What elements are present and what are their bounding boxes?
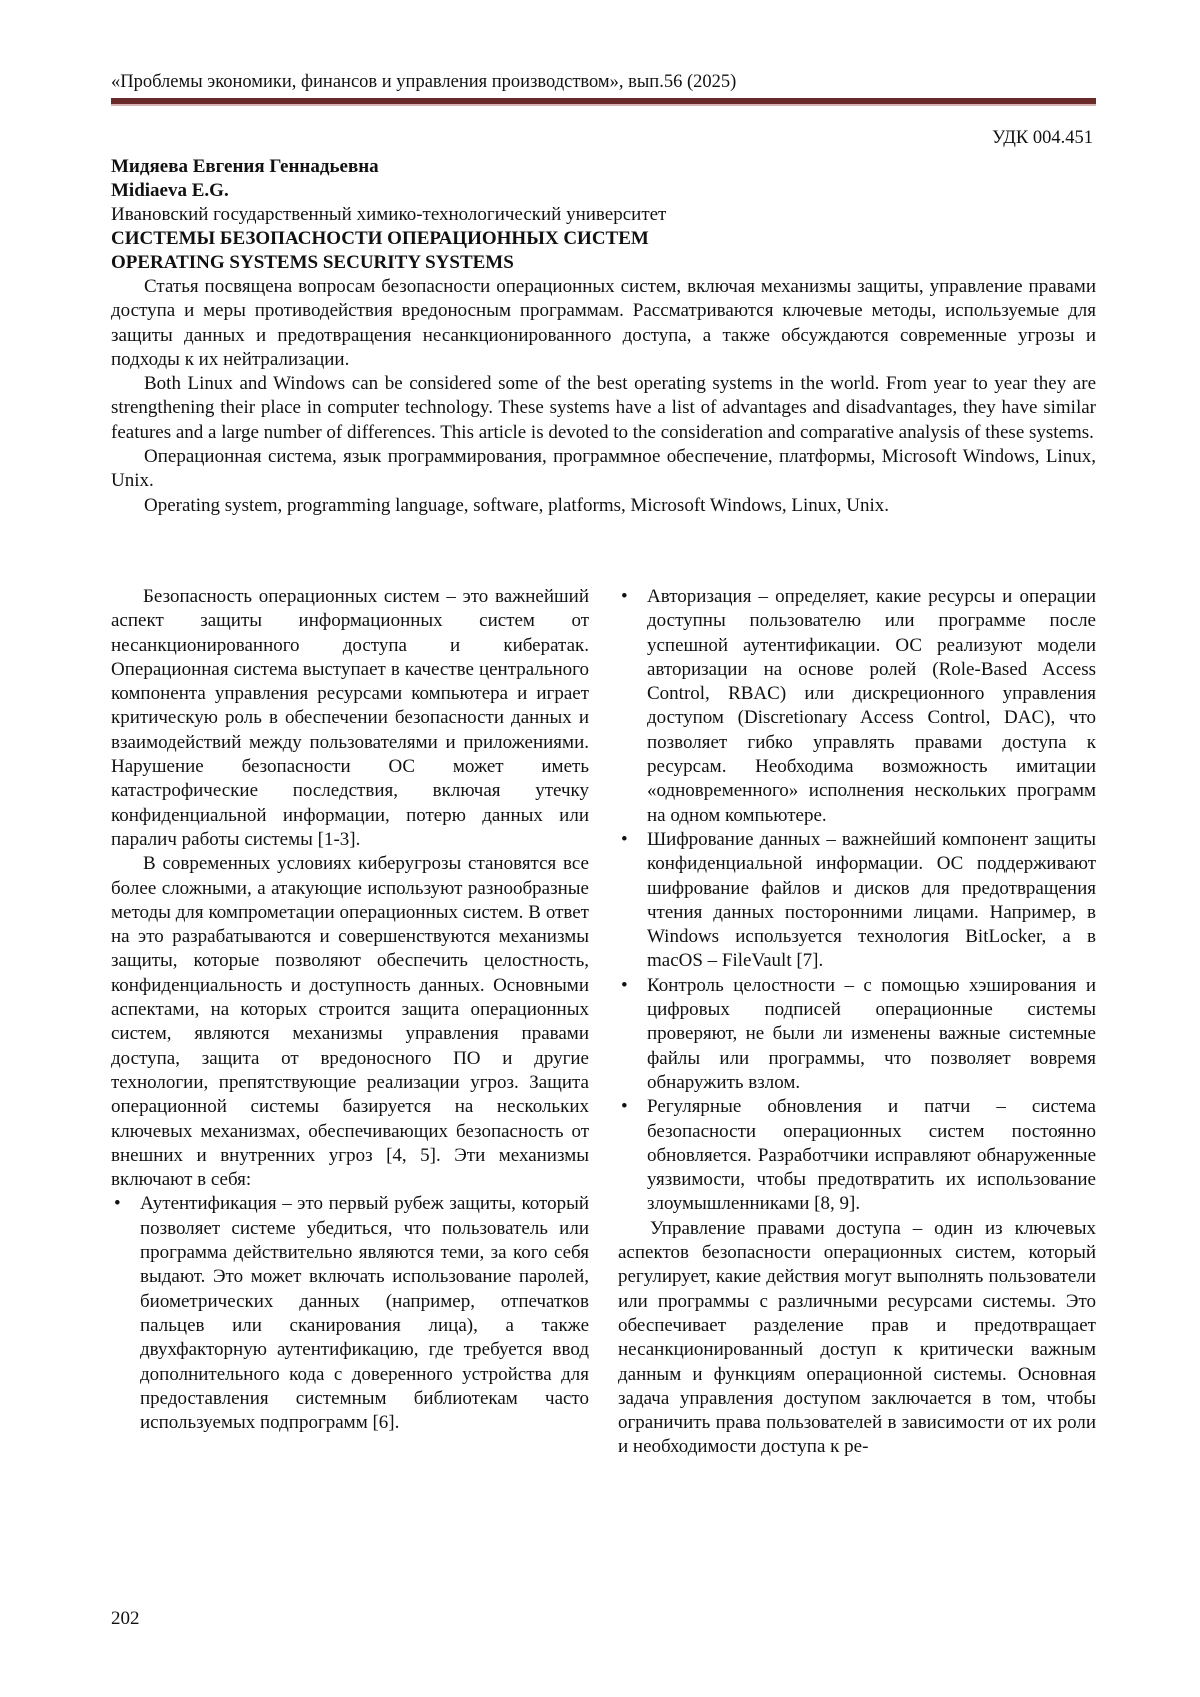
page-number: 202 — [111, 1608, 140, 1629]
keywords-en: Operating system, programming language, software, platforms, Microsoft Windows, Linux, Unix. — [144, 494, 890, 516]
udk-code: УДК 004.451 — [992, 128, 1093, 148]
list-item: • Шифрование данных – важнейший компонент защиты конфиденциальной информации. ОС поддерживают шифрование файлов и дисков для предотвращения чтения данных посторонними лицами. Например, в Windows используется технология BitLocker, а в macOS – FileVault [7]. — [647, 828, 1096, 974]
header-rule — [111, 98, 1096, 106]
title-ru: СИСТЕМЫ БЕЗОПАСНОСТИ ОПЕРАЦИОННЫХ СИСТЕМ — [111, 228, 649, 249]
bullet-list — [111, 1192, 589, 1435]
paragraph: В современных условиях киберугрозы становятся все более сложными, а атакующие используют разнообразные методы для компрометации операционных систем. В ответ на это разрабатываются и совершенствуются механизмы защиты, которые позволяют обеспечить целостность, конфиденциальность и доступность данных. Основными аспектами, на которых строится защита операционных систем, являются механизмы управления правами доступа, защита от вредоносного ПО и другие технологии, препятствующие реализации угроз. Защита операционной системы базируется на нескольких ключевых механизмах, обеспечивающих безопасность от внешних и внутренних угроз [4, 5]. Эти механизмы включают в себя: — [111, 853, 589, 1191]
article-head — [111, 155, 1096, 518]
list-item: • Контроль целостности – с помощью хэширования и цифровых подписей операционные системы проверяют, не были ли изменены важные системные файлы или программы, что позволяет вовремя обнаружить взлом. — [647, 974, 1096, 1095]
list-item: • Авторизация – определяет, какие ресурсы и операции доступны пользователю или программе после успешной аутентификации. ОС реализуют модели авторизации на основе ролей (Role-Based Access Control, RBAC) или дискреционного управления доступом (Discretionary Access Control, DAC), что позволяет гибко управлять правами доступа к ресурсам. Необходима возможность имитации «одновременного» исполнения нескольких программ на одном компьютере. — [647, 585, 1096, 828]
left-column — [111, 585, 589, 1460]
right-column — [618, 585, 1096, 1460]
paragraph: Безопасность операционных систем – это важнейший аспект защиты информационных систем от несанкционированного доступа и кибератак. Операционная система выступает в качестве центрального компонента управления ресурсами компьютера и играет критическую роль в обеспечении безопасности данных и взаимодействий между пользователями и приложениями. Нарушение безопасности ОС может иметь катастрофические последствия, включая утечку конфиденциальной информации, потерю данных или паралич работы системы [1-3]. — [111, 586, 589, 850]
abstract-en: Both Linux and Windows can be considered some of the best operating systems in the world. From year to year they are strengthening their place in computer technology. These systems have a list of advantages and disadvantages, they have similar features and a large number of differences. This article is devoted to the consideration and comparative analysis of these systems. — [111, 373, 1096, 443]
title-en: OPERATING SYSTEMS SECURITY SYSTEMS — [111, 252, 514, 273]
journal-header: «Проблемы экономики, финансов и управления производством», вып.56 (2025) — [111, 72, 737, 92]
author-en: Midiaeva E.G. — [111, 180, 229, 201]
keywords-ru: Операционная система, язык программирования, программное обеспечение, платформы, Microsoft Windows, Linux, Unix. — [111, 446, 1096, 492]
bullet-list — [618, 585, 1096, 1217]
body-columns — [111, 585, 1096, 1460]
author-ru: Мидяева Евгения Геннадьевна — [111, 156, 379, 177]
list-item: • Аутентификация – это первый рубеж защиты, который позволяет системе убедиться, что пользователь или программа действительно являются теми, за кого себя выдают. Это может включать использование паролей, биометрических данных (например, отпечатков пальцев или сканирования лица), а также двухфакторную аутентификацию, где требуется ввод дополнительного кода с доверенного устройства для предоставления системным библиотекам часто используемых подпрограмм [6]. — [140, 1192, 589, 1435]
list-item: • Регулярные обновления и патчи – система безопасности операционных систем постоянно обновляется. Разработчики исправляют обнаруженные уязвимости, чтобы предотвратить их использование злоумышленниками [8, 9]. — [647, 1095, 1096, 1216]
affiliation: Ивановский государственный химико-технологический университет — [111, 204, 667, 225]
abstract-ru: Статья посвящена вопросам безопасности операционных систем, включая механизмы защиты, управление правами доступа и меры противодействия вредоносным программам. Рассматриваются ключевые методы, используемые для защиты данных и предотвращения несанкционированного доступа, а также обсуждаются современные угрозы и подходы к их нейтрализации. — [111, 276, 1096, 370]
paragraph: Управление правами доступа – один из ключевых аспектов безопасности операционных систем, который регулирует, какие действия могут выполнять пользователи или программы с различными ресурсами системы. Это обеспечивает разделение прав и предотвращает несанкционированный доступ к критически важным данным и функциям операционной системы. Основная задача управления доступом заключается в том, чтобы ограничить права пользователей в зависимости от их роли и необходимости доступа к ре- — [618, 1217, 1096, 1458]
